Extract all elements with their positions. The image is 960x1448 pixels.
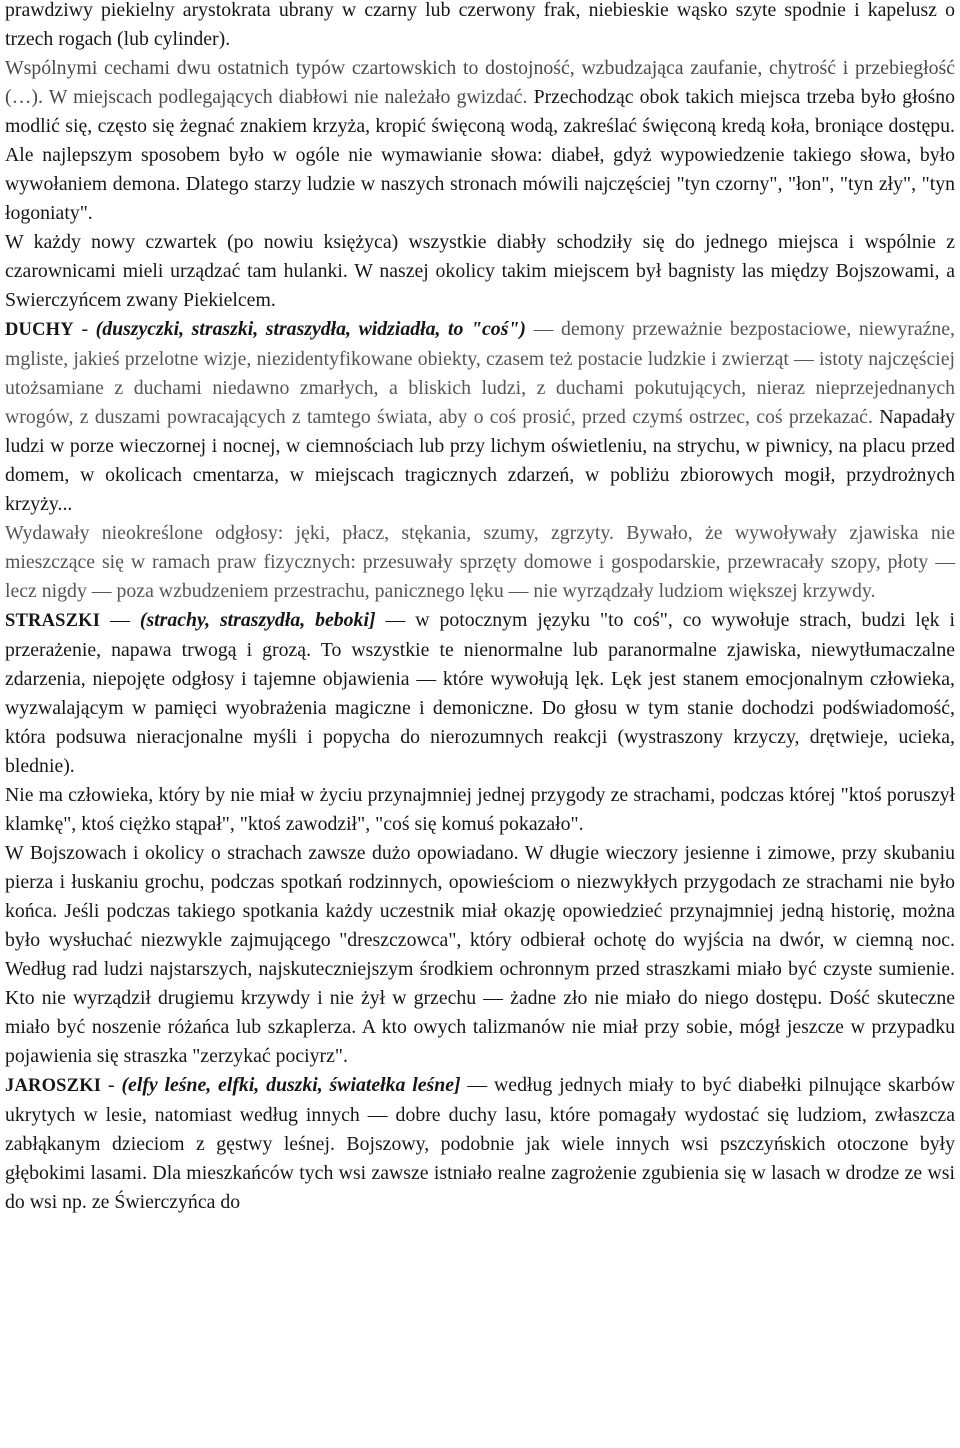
text-segment: prawdziwy piekielny arystokrata ubrany w czarny lub czerwony frak, niebieskie wąsko szyte spodnie i kapelusz o trzech rogach (lub cylinder).	[5, 0, 955, 50]
paragraph-3	[5, 228, 955, 315]
paragraph-1	[5, 0, 955, 54]
paragraph-jaroszki	[5, 1071, 955, 1217]
entry-heading-duchy: DUCHY	[5, 320, 74, 340]
text-segment: — demony przeważnie bezpostaciowe, niewyraźne, mgliste, jakieś przelotne wizje, niezidentyfikowane obiekty, czasem też postacie ludzkie i zwierząt — istoty najczęściej utożsamiane z duchami niedawno zmarłych, a bliskich ludzi, z duchami pokutujących, nieraz nieprzejednanych wrogów, z duszami powracających z tamtego świata, aby o coś prosić, przed czymś ostrzec, coś przekazać.	[5, 318, 955, 428]
text-segment: W Bojszowach i okolicy o strachach zawsze dużo opowiadano. W długie wieczory jesienne i zimowe, przy skubaniu pierza i łuskaniu grochu, podczas spotkań rodzinnych, opowieściom o niezwykłych przygodach ze strachami nie było końca. Jeśli podczas takiego spotkania każdy uczestnik miał okazję opowiedzieć przynajmniej jedną historię, można było wysłuchać niezwykle zajmującego "dreszczowca", który odbierał ochotę do wyjścia na dwór, w ciemną noc. Według rad ludzi najstarszych, najskuteczniejszym środkiem ochronnym przed straszkami miało być czyste sumienie. Kto nie wyrządził drugiemu krzywdy i nie żył w grzechu — żadne zło nie miało do niego dostępu. Dość skuteczne miało być noszenie różańca lub szkaplerza. A kto owych talizmanów nie miał przy sobie, mógł jeszcze w przypadku pojawienia się straszka "zerzykać pociyrz".	[5, 842, 955, 1067]
text-segment: — w potocznym języku "to coś", co wywołuje strach, budzi lęk i przerażenie, napawa trwogą i grozą. To wszystkie te nienormalne lub paranormalne zjawiska, niewytłumaczalne zdarzenia, niepojęte odgłosy i tajemne objawienia — które wywołują lęk. Lęk jest stanem emocjonalnym człowieka, wyzwalającym w pamięci wyobrażenia magiczne i demoniczne. Do głosu w tym stanie dochodzi podświadomość, która podsuwa nieracjonalne myśli i popycha do nierozumnych reakcji (wystraszony krzyczy, drętwieje, ucieka, blednie).	[5, 609, 956, 777]
text-segment: Nie ma człowieka, który by nie miał w życiu przynajmniej jednej przygody ze strachami, podczas której "ktoś poruszył klamkę", ktoś ciężko stąpał", "ktoś zawodził", "coś się komuś pokazało".	[5, 784, 955, 835]
paragraph-8	[5, 839, 955, 1071]
paragraph-5	[5, 519, 955, 606]
text-segment: Napadały ludzi w porze wieczornej i nocnej, w ciemnościach lub przy lichym oświetleniu, na strychu, w piwnicy, na placu przed domem, w okolicach cmentarza, w miejscach tragicznych zdarzeń, w pobliżu zbiorowych mogił, przydrożnych krzyży...	[5, 406, 955, 515]
entry-heading-straszki: STRASZKI	[5, 611, 101, 631]
text-segment: Wspólnymi cechami dwu ostatnich typów czartowskich to dostojność, wzbudzająca zaufanie, chytrość i przebiegłość (…). W miejscach podlegających diabłowi nie należało gwizdać.	[5, 57, 955, 108]
text-segment: Przechodząc obok takich miejsca trzeba było głośno modlić się, często się żegnać znakiem krzyża, kropić święconą wodą, zakreślać święconą kredą koła, broniące dostępu. Ale najlepszym sposobem było w ogóle nie wymawianie słowa: diabeł, gdyż wypowiedzenie takiego słowa, było wywołaniem demona. Dlatego starzy ludzie w naszych stronach mówili najczęściej "tyn czorny", "łon", "tyn zły", "tyn łogoniaty".	[5, 86, 955, 224]
entry-synonyms-duchy: (duszyczki, straszki, straszydła, widziadła, to "coś")	[95, 318, 526, 340]
text-segment: Wydawały nieokreślone odgłosy: jęki, płacz, stękania, szumy, zgrzyty. Bywało, że wywoływały zjawiska nie mieszczące się w ramach praw fizycznych: przesuwały sprzęty domowe i gospodarskie, przewracały szopy, płoty — lecz nigdy — poza wzbudzeniem przestrachu, panicznego lęku — nie wyrządzały ludziom większej krzywdy.	[5, 522, 955, 602]
paragraph-straszki	[5, 606, 955, 781]
entry-synonyms-jaroszki: (elfy leśne, elfki, duszki, światełka leśne]	[121, 1074, 461, 1096]
entry-heading-jaroszki: JAROSZKI	[5, 1076, 102, 1096]
entry-synonyms-straszki: (strachy, straszydła, beboki]	[139, 609, 376, 631]
text-segment: —	[100, 609, 140, 631]
text-segment: -	[101, 1074, 122, 1096]
paragraph-7	[5, 781, 955, 839]
document-page	[5, 0, 955, 1217]
paragraph-duchy	[5, 315, 955, 519]
paragraph-2	[5, 54, 955, 228]
text-segment: — według jednych miały to być diabełki pilnujące skarbów ukrytych w lesie, natomiast według innych — dobre duchy lasu, które pomagały wydostać się ludziom, zwłaszcza zabłąkanym dzieciom z gęstwy leśnej. Bojszowy, podobnie jak wiele innych wsi pszczyńskich otoczone były głębokimi lasami. Dla mieszkańców tych wsi zawsze istniało realne zagrożenie zgubienia się w lasach w drodze ze wsi do wsi np. ze Świerczyńca do	[5, 1074, 955, 1213]
text-segment: -	[73, 318, 96, 340]
text-segment: W każdy nowy czwartek (po nowiu księżyca) wszystkie diabły schodziły się do jednego miejsca i wspólnie z czarownicami mieli urządzać tam hulanki. W naszej okolicy takim miejscem był bagnisty las między Bojszowami, a Swierczyńcem zwany Piekielcem.	[5, 231, 955, 311]
